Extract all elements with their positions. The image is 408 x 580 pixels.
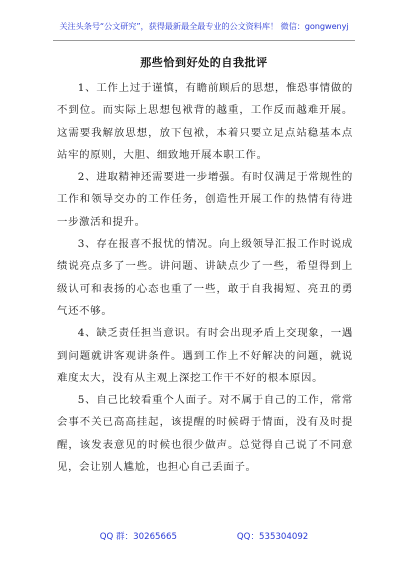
footer-contact (0, 532, 408, 543)
header-divider (53, 40, 355, 41)
header-banner: 关注头条号“公文研究”，获得最新最全最专业的公文资料库！ 微信：gongwenyj (59, 21, 349, 31)
paragraph-4: 4、缺乏责任担当意识。有时会出现矛盾上交现象，一遇到问题就讲客观讲条件。遇到工作上不好解决的问题，就说难度太大，没有从主观上深挖工作干不好的根本原因。 (57, 327, 353, 384)
footer-qq: QQ：535304092 (236, 532, 309, 542)
paragraph-1: 1、工作上过于谨慎，有瞻前顾后的思想，惟恐事情做的不到位。而实际上思想包袱背的越重，工作反而越难开展。这需要我解放思想，放下包袱，本着只要立足点站稳基本点站牢的原则，大胆、细致地开展本职工作。 (57, 82, 353, 161)
paragraph-5: 5、自己比较看重个人面子。对不属于自己的工作，常常会事不关已高高挂起，该提醒的时候碍于情面，没有及时提醒，该发表意见的时候也很少做声。总觉得自己说了不同意见，会让别人尴尬，也担心自己丢面子。 (57, 394, 353, 474)
footer-qq-group: QQ 群：30265665 (99, 532, 177, 542)
document-title: 那些恰到好处的自我批评 (140, 56, 268, 69)
paragraph-2: 2、进取精神还需要进一步增强。有时仅满足于常规性的工作和领导交办的工作任务，创造性开展工作的热情有待进一步激活和提升。 (57, 171, 353, 228)
document-body (57, 77, 353, 478)
paragraph-3: 3、存在报喜不报忧的情况。向上级领导汇报工作时说成绩说亮点多了一些。讲问题、讲缺点少了一些，希望得到上级认可和表扬的心态也重了一些，敢于自我揭短、亮丑的勇气还不够。 (57, 238, 353, 317)
